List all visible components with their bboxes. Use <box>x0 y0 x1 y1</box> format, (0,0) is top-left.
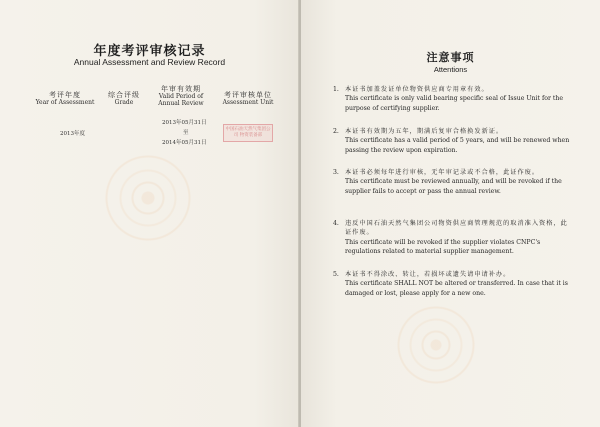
column-header-valid-period: 年审有效期 Valid Period of Annual Review <box>158 85 204 107</box>
column-header-year: 考评年度 Year of Assessment <box>35 91 95 106</box>
attention-item: 4. 违反中国石油天然气集团公司物资供应商管理规范的取消准入资格，此证作废。 This certificate will be revoked if the supplier violates CNPC's regulations related to material supplier management. <box>333 220 568 255</box>
record-valid-to: 2014年05月31日 <box>162 140 207 146</box>
watermark-emblem <box>396 305 476 385</box>
column-header-assessment-unit: 考评审核单位 Assessment Unit <box>222 91 274 106</box>
record-year: 2013年度 <box>60 131 85 137</box>
record-valid-from: 2013年05月31日 <box>162 120 207 126</box>
record-title-en: Annual Assessment and Review Record <box>73 57 226 67</box>
record-title-cn: 年度考评审核记录 <box>93 44 206 59</box>
attention-item: 5. 本证书不得涂改、转让，若损坏或遗失请申请补办。 This certificate SHALL NOT be altered or transferred. In case that it is damaged or lost, please apply for a new one. <box>333 271 568 297</box>
attention-item: 3. 本证书必须每年进行审核，无年审记录或不合格，此证作废。 This certificate must be reviewed annually, and will be revoked if the supplier fails to accept or pass the annual review. <box>333 169 562 195</box>
attentions-title-cn: 注意事项 <box>426 51 475 64</box>
attention-item: 1. 本证书加盖发证单位物资供应商专用章有效。 This certificate is only valid bearing specific seal of Issue Unit for the purpose of certifying supplier. <box>333 86 564 112</box>
attentions-title-en: Attentions <box>433 65 468 74</box>
watermark-emblem <box>100 150 196 246</box>
right-page <box>301 0 600 427</box>
record-valid-to-label: 至 <box>183 130 189 136</box>
left-page <box>0 0 299 427</box>
assessment-stamp: 中国石油天然气集团公司 物资装备部 <box>223 124 273 142</box>
attention-item: 2. 本证书有效期为五年，期满后复审合格换发新证。 This certificate has a valid period of 5 years, and will be renewed when passing the review upon expiration. <box>333 128 570 154</box>
column-header-grade: 综合评级 Grade <box>108 91 140 106</box>
